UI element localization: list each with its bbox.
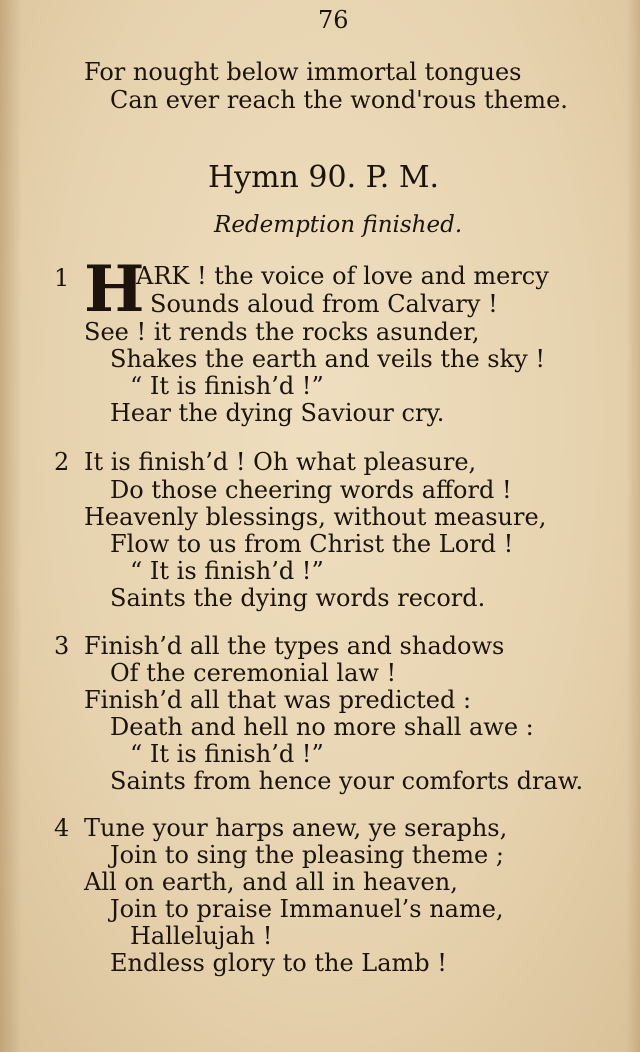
stanza-line: It is finish’d ! Oh what pleasure, xyxy=(84,448,477,476)
stanza-line: Death and hell no more shall awe : xyxy=(110,713,534,741)
stanza-line: Hear the dying Saviour cry. xyxy=(110,399,445,427)
stanza-line: Hallelujah ! xyxy=(130,922,273,950)
stanza-line: See ! it rends the rocks asunder, xyxy=(84,318,480,346)
stanza-line: Saints from hence your comforts draw. xyxy=(110,767,584,795)
hymn-title: Hymn 90. P. M. xyxy=(208,160,440,195)
stanza-number: 3 xyxy=(54,632,70,660)
stanza-number: 4 xyxy=(54,814,70,842)
drop-cap: H xyxy=(84,252,145,327)
stanza-line: “ It is finish’d !” xyxy=(130,372,324,400)
stanza-line: All on earth, and all in heaven, xyxy=(84,868,458,896)
hymn-subtitle: Redemption finished. xyxy=(214,212,463,238)
stanza-line: Sounds aloud from Calvary ! xyxy=(150,290,498,318)
intro-line: Can ever reach the wond'rous theme. xyxy=(110,86,568,114)
stanza-line: Flow to us from Christ the Lord ! xyxy=(110,530,514,558)
stanza-line: Join to praise Immanuel’s name, xyxy=(110,895,504,923)
stanza-number: 1 xyxy=(54,264,70,292)
stanza-line: Shakes the earth and veils the sky ! xyxy=(110,345,545,373)
stanza-line: Tune your harps anew, ye seraphs, xyxy=(84,814,508,842)
stanza-line: Heavenly blessings, without measure, xyxy=(84,503,547,531)
stanza-line: Of the ceremonial law ! xyxy=(110,659,397,687)
intro-line: For nought below immortal tongues xyxy=(84,58,522,86)
stanza-line: Saints the dying words record. xyxy=(110,584,486,612)
stanza-line: Finish’d all that was predicted : xyxy=(84,686,472,714)
page-edge-shadow-right xyxy=(626,0,640,1052)
stanza-line: “ It is finish’d !” xyxy=(130,557,324,585)
stanza-line: Finish’d all the types and shadows xyxy=(84,632,505,660)
stanza-line: Endless glory to the Lamb ! xyxy=(110,949,447,977)
stanza-line: Join to sing the pleasing theme ; xyxy=(110,841,504,869)
stanza-line: ARK ! the voice of love and mercy xyxy=(136,262,549,290)
stanza-number: 2 xyxy=(54,448,70,476)
page-edge-shadow-left xyxy=(0,0,22,1052)
page-number: 76 xyxy=(318,6,349,34)
stanza-line: Do those cheering words afford ! xyxy=(110,476,512,504)
stanza-line: “ It is finish’d !” xyxy=(130,740,324,768)
